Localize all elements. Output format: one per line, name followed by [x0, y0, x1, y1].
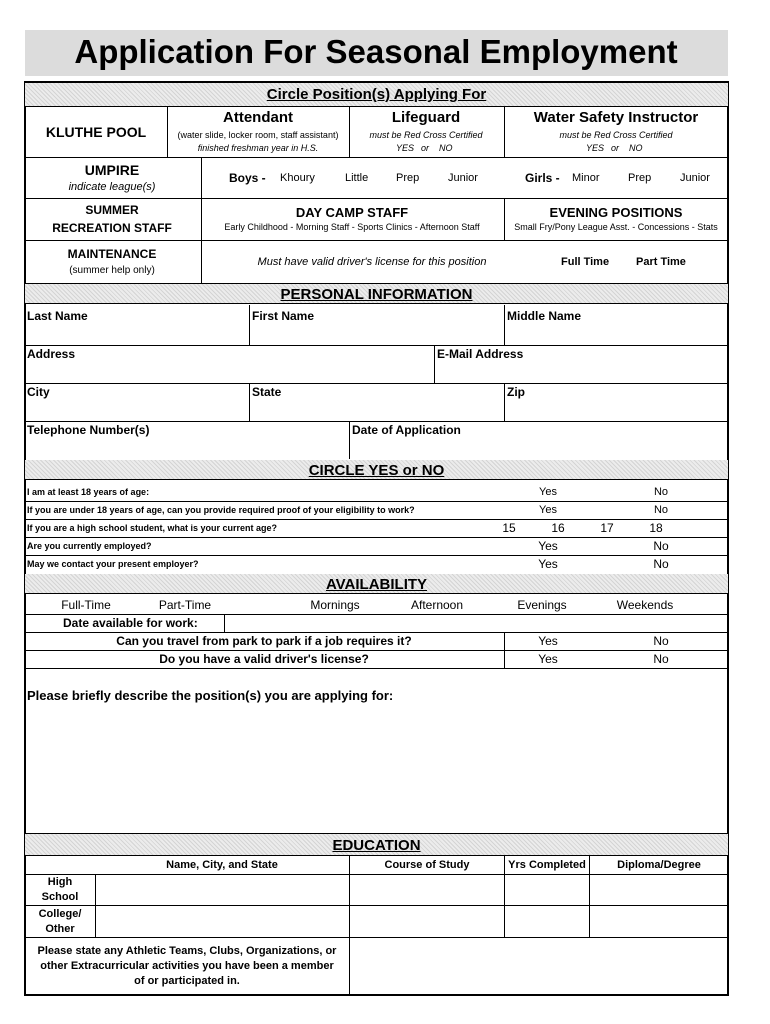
col-course-of-study: Course of Study [384, 859, 470, 871]
personal-info-header-text: PERSONAL INFORMATION [280, 286, 473, 303]
q5-yes[interactable]: Yes [538, 557, 558, 571]
availability-mornings[interactable]: Mornings [310, 598, 360, 612]
question-proof-eligibility: If you are under 18 years of age, can you provide required proof of your eligibility to work? [27, 505, 415, 515]
q5-no[interactable]: No [653, 557, 669, 571]
day-camp-title[interactable]: DAY CAMP STAFF [295, 205, 409, 220]
state-field[interactable]: State [252, 385, 282, 399]
education-header-text: EDUCATION [332, 837, 421, 854]
positions-header-text: Circle Position(s) Applying For [266, 86, 487, 103]
availability-part-time[interactable]: Part-Time [158, 598, 212, 612]
question-currently-employed: Are you currently employed? [27, 541, 152, 551]
girls-option-minor[interactable]: Minor [572, 172, 600, 184]
lifeguard-title[interactable]: Lifeguard [391, 109, 461, 126]
license-requirement: Must have valid driver's license for this position [257, 256, 487, 268]
extracurricular-prompt-line2: other Extracurricular activities you have been a member [40, 960, 334, 972]
boys-option-prep[interactable]: Prep [396, 172, 420, 184]
question-contact-employer: May we contact your present employer? [27, 559, 199, 569]
q4-yes[interactable]: Yes [538, 539, 558, 553]
attendant-requirement: finished freshman year in H.S. [197, 143, 319, 153]
day-camp-desc: Early Childhood - Morning Staff - Sports Clinics - Afternoon Staff [224, 222, 480, 232]
girls-option-prep[interactable]: Prep [628, 172, 652, 184]
wsi-or: or [611, 143, 620, 153]
boys-label: Boys - [229, 171, 266, 185]
maintenance-full-time[interactable]: Full Time [561, 256, 610, 268]
girls-label: Girls - [525, 171, 560, 185]
wsi-title[interactable]: Water Safety Instructor [533, 109, 699, 126]
umpire-title: UMPIRE [84, 162, 140, 178]
wsi-yes[interactable]: YES [586, 143, 605, 153]
q2-yes[interactable]: Yes [539, 504, 557, 516]
col-diploma-degree: Diploma/Degree [617, 859, 701, 871]
personal-info-header [25, 284, 728, 304]
high-school-label-line1: High [47, 876, 73, 888]
lifeguard-yes[interactable]: YES [396, 143, 415, 153]
first-name-field[interactable]: First Name [252, 309, 315, 323]
kluthe-pool-label: KLUTHE POOL [45, 124, 147, 140]
recreation-staff-label: RECREATION STAFF [52, 221, 172, 235]
wsi-note: must be Red Cross Certified [559, 130, 673, 140]
page-title: Application For Seasonal Employment [74, 33, 678, 70]
question-age-18: I am at least 18 years of age: [27, 487, 150, 497]
q1-no[interactable]: No [653, 486, 669, 498]
describe-positions-prompt: Please briefly describe the position(s) you are applying for: [27, 688, 394, 703]
lifeguard-no[interactable]: NO [439, 143, 453, 153]
age-option-16[interactable]: 16 [551, 521, 565, 535]
date-available-field[interactable]: Date available for work: [63, 616, 198, 630]
lifeguard-note: must be Red Cross Certified [369, 130, 483, 140]
extracurricular-field[interactable] [351, 939, 727, 995]
availability-weekends[interactable]: Weekends [616, 598, 674, 612]
q4-no[interactable]: No [653, 539, 669, 553]
summer-label: SUMMER [85, 203, 139, 217]
attendant-note: (water slide, locker room, staff assistant) [177, 130, 339, 140]
address-field[interactable]: Address [27, 347, 76, 361]
travel-no[interactable]: No [653, 634, 669, 648]
maintenance-title: MAINTENANCE [67, 247, 157, 261]
availability-afternoon[interactable]: Afternoon [410, 598, 464, 612]
girls-option-junior[interactable]: Junior [680, 172, 710, 184]
travel-yes[interactable]: Yes [538, 634, 558, 648]
high-school-label-line2: School [41, 891, 79, 903]
availability-header-text: AVAILABILITY [325, 576, 428, 593]
boys-option-little[interactable]: Little [345, 172, 369, 184]
col-name-city-state: Name, City, and State [166, 859, 278, 871]
middle-name-field[interactable]: Middle Name [507, 309, 582, 323]
age-option-18[interactable]: 18 [649, 521, 663, 535]
age-option-17[interactable]: 17 [600, 521, 614, 535]
describe-positions-textarea[interactable] [26, 708, 727, 832]
maintenance-part-time[interactable]: Part Time [636, 256, 686, 268]
last-name-field[interactable]: Last Name [27, 309, 88, 323]
positions-header [25, 83, 728, 107]
availability-full-time[interactable]: Full-Time [61, 598, 111, 612]
availability-evenings[interactable]: Evenings [517, 598, 567, 612]
availability-header [25, 574, 728, 594]
zip-field[interactable]: Zip [507, 385, 525, 399]
college-label-line2: Other [45, 923, 75, 935]
college-label-line1: College/ [38, 908, 82, 920]
q2-no[interactable]: No [653, 504, 669, 516]
wsi-no[interactable]: NO [629, 143, 643, 153]
col-yrs-completed: Yrs Completed [508, 859, 586, 871]
date-of-application-field[interactable]: Date of Application [352, 423, 461, 437]
lifeguard-or: or [421, 143, 430, 153]
q1-yes[interactable]: Yes [539, 486, 557, 498]
telephone-field[interactable]: Telephone Number(s) [27, 423, 150, 437]
email-field[interactable]: E-Mail Address [437, 347, 524, 361]
yes-no-header-text: CIRCLE YES or NO [308, 462, 445, 479]
question-current-age: If you are a high school student, what is your current age? [27, 523, 278, 533]
boys-option-junior[interactable]: Junior [448, 172, 478, 184]
extracurricular-prompt-line1: Please state any Athletic Teams, Clubs, Organizations, or [37, 945, 337, 957]
education-header [25, 834, 728, 856]
age-option-15[interactable]: 15 [502, 521, 516, 535]
city-field[interactable]: City [27, 385, 50, 399]
boys-option-khoury[interactable]: Khoury [280, 172, 315, 184]
license-question: Do you have a valid driver's license? [159, 652, 369, 666]
license-yes[interactable]: Yes [538, 652, 558, 666]
travel-question: Can you travel from park to park if a job requires it? [116, 634, 412, 648]
umpire-note: indicate league(s) [68, 181, 156, 193]
extracurricular-prompt-line3: of or participated in. [134, 975, 240, 987]
license-no[interactable]: No [653, 652, 669, 666]
maintenance-note: (summer help only) [69, 265, 155, 276]
evening-positions-title[interactable]: EVENING POSITIONS [549, 205, 683, 220]
evening-positions-desc: Small Fry/Pony League Asst. - Concessions - Stats [514, 222, 718, 232]
attendant-title[interactable]: Attendant [223, 109, 293, 126]
yes-no-header [25, 460, 728, 480]
